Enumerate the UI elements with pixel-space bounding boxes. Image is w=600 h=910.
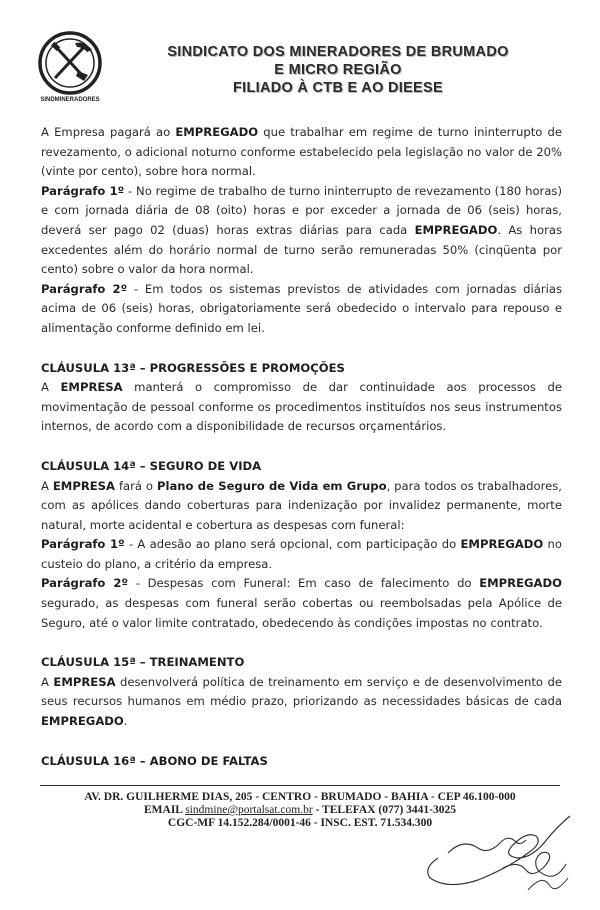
handwritten-signature [408, 798, 588, 898]
bold-term: EMPRESA [53, 674, 116, 689]
paragraph-2 [41, 280, 562, 339]
union-logo [37, 30, 103, 110]
text: segurado, as despesas com funeral serão cobertas ou reembolsadas pela Apólice de Seguro, até o valor limite contratado, obedecendo às condições impostas no contrato. [41, 596, 562, 630]
text: - Despesas com Funeral: Em caso de falecimento do [128, 576, 480, 591]
paragraph-1 [41, 182, 562, 280]
text: no custeio do plano, a critério da empresa. [41, 537, 562, 571]
text: que trabalhar em regime de turno ininterrupto de revezamento, o adicional noturno conforme estabelecido pela legislação no valor de 20% (vinte por cento), sobre hora normal. [41, 125, 562, 179]
clause-14-title: CLÁUSULA 14ª – SEGURO DE VIDA [41, 458, 262, 473]
email-link[interactable]: sindmine@portalsat.com.br [185, 804, 313, 816]
paragraph-label: Parágrafo 2º [41, 281, 128, 296]
clause-14-paragraph-1 [41, 535, 562, 574]
text: A Empresa pagará ao [41, 125, 176, 139]
clause-14-text [41, 477, 562, 536]
pick-and-shovel-icon [37, 30, 103, 96]
bold-term: EMPREGADO [41, 714, 124, 729]
clause-13-text [41, 378, 562, 437]
bold-term: EMPRESA [60, 380, 123, 395]
email-label: EMAIL [143, 804, 186, 816]
paragraph-label: Parágrafo 2º [41, 576, 129, 591]
footer-registration: CGC-MF 14.152.284/0001-46 - INSC. EST. 71.534.300 [167, 817, 433, 829]
text: - No regime de trabalho de turno ininterrupto de revezamento (180 horas) e com jornada diária de 08 (oito) horas e por exceder a jornada de 06 (seis) horas, deverá ser pago 02 (duas) horas extras diárias para cada [41, 183, 562, 237]
document-body [41, 123, 562, 771]
bold-term: EMPREGADO [479, 576, 562, 591]
bold-term: EMPRESA [52, 478, 115, 493]
footer-divider [40, 785, 560, 786]
paragraph-label: Parágrafo 1º [41, 537, 125, 552]
text: . [123, 714, 128, 729]
text: , para todos os trabalhadores, com as apólices dando coberturas para indenização por invalidez permanente, morte natural, morte acidental e cobertura as despesas com funeral: [41, 478, 562, 532]
text: - A adesão ao plano será opcional, com participação do [124, 537, 461, 552]
text: A [41, 380, 61, 395]
letterhead [0, 0, 600, 120]
paragraph-label: Parágrafo 1º [41, 183, 125, 198]
text: manterá o compromisso de dar continuidade aos processos de movimentação de pessoal conforme os procedimentos instituídos nos seus instrumentos internos, de acordo com a disponibilidade de recursos orçamentários. [41, 380, 562, 434]
bold-term: Plano de Seguro de Vida em Grupo [156, 478, 387, 493]
phone-text: - TELEFAX (077) 3441-3025 [312, 804, 457, 816]
text: A [41, 478, 53, 493]
text: A [41, 674, 54, 689]
text: desenvolverá política de treinamento em serviço e de desenvolvimento de seus recursos humanos em médio prazo, priorizando as necessidades básicas de cada [41, 674, 562, 709]
text: fará o [115, 478, 157, 493]
bold-term: EMPREGADO [414, 222, 498, 237]
clause-13-title: CLÁUSULA 13ª – PROGRESSÕES E PROMOÇÕES [41, 360, 345, 375]
logo-caption: SINDMINERADORES [40, 97, 100, 103]
clause-15-text [41, 673, 562, 732]
letterhead-title: SINDICATO DOS MINERADORES DE BRUMADO [167, 44, 509, 60]
footer-address: AV. DR. GUILHERME DIAS, 205 - CENTRO - BRUMADO - BAHIA - CEP 46.100-000 [84, 791, 516, 803]
text: - Em todos os sistemas previstos de atividades com jornadas diárias acima de 06 (seis) horas, obrigatoriamente será obedecido o intervalo para repouso e alimentação conforme definido em lei. [41, 281, 563, 335]
clause-14-paragraph-2 [41, 574, 562, 633]
clause-16-title: CLÁUSULA 16ª – ABONO DE FALTAS [41, 753, 268, 768]
clause-15-title: CLÁUSULA 15ª – TREINAMENTO [41, 655, 245, 670]
letterhead-affiliation: FILIADO À CTB E AO DIEESE [233, 80, 443, 96]
text: . As horas excedentes além do horário normal de turno serão remuneradas 50% (cinqüenta por cento) sobre o valor da hora normal. [41, 222, 562, 277]
bold-term: EMPREGADO [460, 537, 544, 552]
letterhead-subtitle: E MICRO REGIÃO [274, 62, 402, 78]
bold-term: EMPREGADO [175, 125, 259, 139]
intro-paragraph [41, 123, 562, 182]
